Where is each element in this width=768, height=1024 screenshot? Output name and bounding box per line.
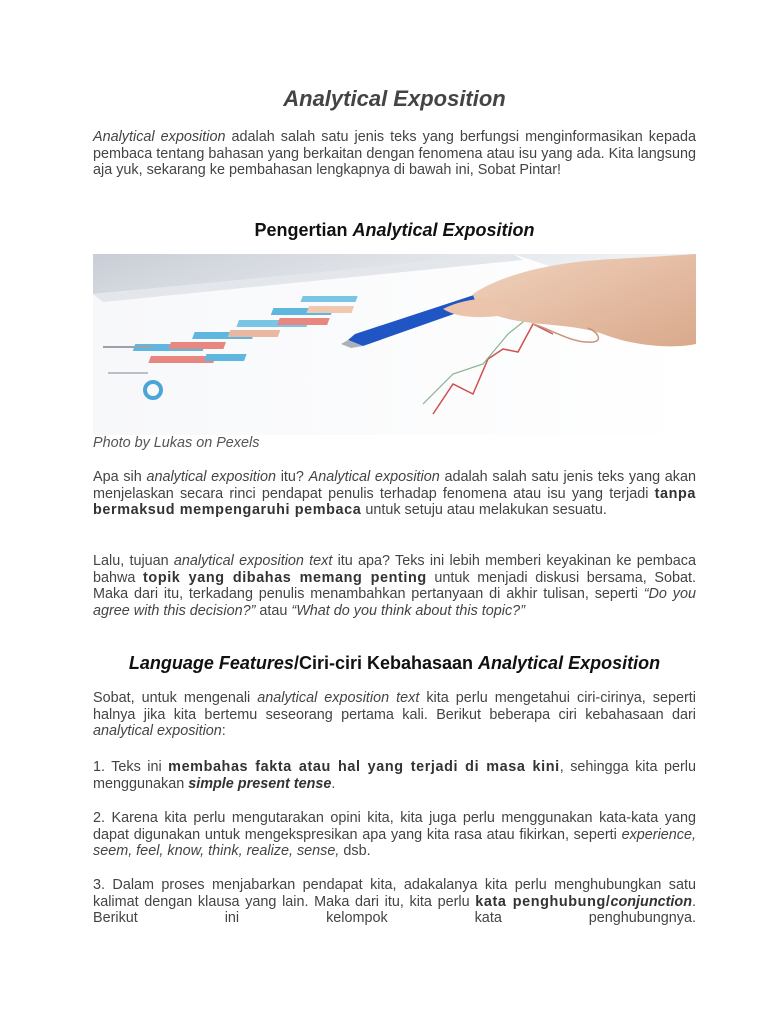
hand-pen-chart-illustration (93, 254, 696, 435)
paragraph-features-intro: Sobat, untuk mengenali analytical exposition text kita perlu mengetahui ciri-cirinya, seperti halnya jika kita bertemu seseorang pertama kali. Berikut beberapa ciri kebahasaan dari analytical exposition: (93, 690, 696, 740)
intro-term: Analytical exposition (93, 129, 226, 145)
paragraph-definition: Apa sih analytical exposition itu? Analytical exposition adalah salah satu jenis teks yang akan menjelaskan secara rinci pendapat penulis terhadap fenomena atau isu yang terjadi tanpa bermaksud mempengaruhi pembaca untuk setuju atau melakukan sesuatu. (93, 469, 697, 519)
section-heading-pengertian (93, 220, 696, 241)
heading-italic-text: Analytical Exposition (352, 220, 535, 240)
heading-text: Pengertian (254, 220, 353, 240)
photo-caption: Photo by Lukas on Pexels (93, 435, 260, 451)
list-item-1: 1. Teks ini membahas fakta atau hal yang terjadi di masa kini, sehingga kita perlu menggunakan simple present tense. (93, 759, 696, 792)
paragraph-purpose: Lalu, tujuan analytical exposition text itu apa? Teks ini lebih memberi keyakinan ke pembaca bahwa topik yang dibahas memang penting untuk menjadi diskusi bersama, Sobat. Maka dari itu, terkadang penulis menambahkan pertanyaan di akhir tulisan, seperti “Do you agree with this decision?” atau “What do you think about this topic?” (93, 553, 697, 619)
section-heading-language-features: Language Features/Ciri-ciri Kebahasaan Analytical Exposition (128, 653, 661, 673)
intro-paragraph (93, 129, 696, 179)
page-title: Analytical Exposition (283, 86, 506, 111)
chart-photo (93, 254, 696, 435)
list-item-3: 3. Dalam proses menjabarkan pendapat kita, adakalanya kita perlu menghubungkan satu kalimat dengan klausa yang lain. Maka dari itu, kita perlu kata penghubung/conjunction. Berikut ini kelompok kata penghubungnya. (93, 877, 696, 927)
intro-text: adalah salah satu jenis teks yang berfungsi menginformasikan kepada pembaca tentang bahasan yang berkaitan dengan fenomena atau isu yang ada. Kita langsung aja yuk, sekarang ke pembahasan lengkapnya di bawah ini, Sobat Pintar! (93, 129, 696, 179)
list-item-2: 2. Karena kita perlu mengutarakan opini kita, kita juga perlu menggunakan kata-kata yang dapat digunakan untuk mengekspresikan apa yang kita rasa atau fikirkan, seperti experience, seem, feel, know, think, realize, sense, dsb. (93, 810, 696, 860)
